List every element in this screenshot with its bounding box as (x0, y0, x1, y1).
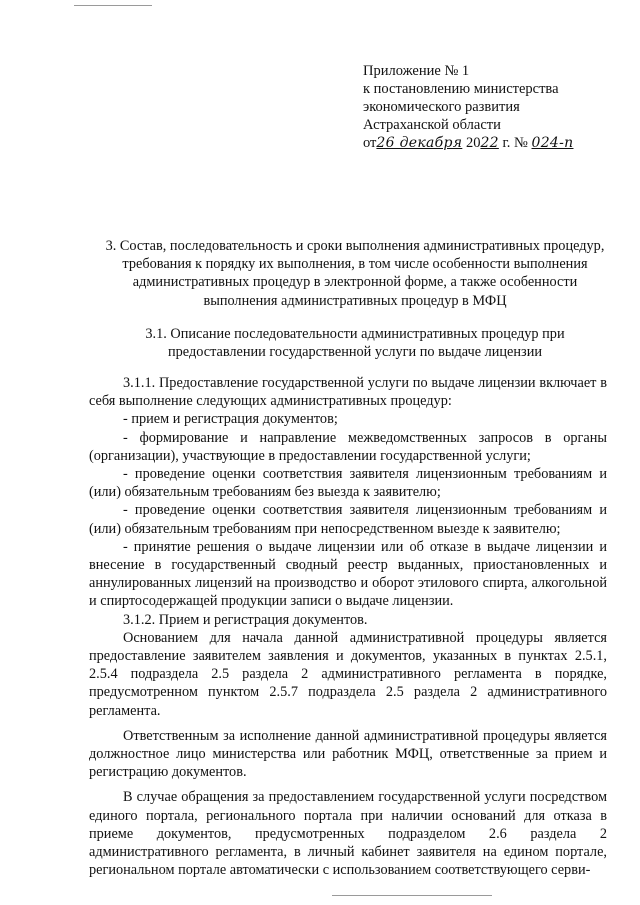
appendix-line-4: Астраханской области (363, 117, 501, 133)
list-item: - формирование и направление межведомственных запросов в органы (организации), участвующие в предоставлении государственной услуги; (89, 429, 607, 464)
list-item: - прием и регистрация документов; (123, 411, 338, 428)
list-item: - принятие решения о выдаче лицензии или об отказе в выдаче лицензии и внесение в государственный сводный реестр выданных, приостановленных и аннулированных лицензий на производство и оборот этилового спирта, алкогольной и спиртосодержащей продукции записи о выдаче лицензии. (89, 538, 607, 610)
scan-edge-top (74, 5, 152, 6)
subsection-title: 3.1. Описание последовательности административных процедур при предоставлении государственной услуги по выдаче лицензии (145, 326, 565, 361)
list-item: - проведение оценки соответствия заявителя лицензионным требованиям и (или) обязательным требованиям при непосредственном выезде к заявителю; (89, 502, 607, 537)
paragraph-3-1-2: 3.1.2. Прием и регистрация документов. (123, 611, 368, 628)
appendix-date-line (363, 134, 623, 152)
appendix-block (363, 62, 623, 152)
list-item: - проведение оценки соответствия заявителя лицензионным требованиям и (или) обязательным требованиям без выезда к заявителю; (89, 466, 607, 501)
document-body (89, 374, 607, 879)
date-year-prefix: 20 (465, 135, 481, 151)
scan-edge-bottom (332, 895, 492, 896)
date-year-handwritten: 22 (480, 135, 499, 151)
paragraph-3-1-1: 3.1.1. Предоставление государственной услуги по выдаче лицензии включает в себя выполнение следующих административных процедур: (89, 375, 607, 410)
paragraph-responsible: Ответственным за исполнение данной административной процедуры является должностное лицо министерства или работник МФЦ, ответственные за прием и регистрацию документов. (89, 727, 607, 781)
appendix-line-2: к постановлению министерства (363, 81, 559, 97)
document-number-handwritten: 024-п (531, 135, 574, 151)
section-title: 3. Состав, последовательность и сроки выполнения административных процедур, требования к порядку их выполнения, в том числе особенности выполнения административных процедур в электронной форме, а также особенности выполнения административных процедур в МФЦ (105, 238, 605, 309)
date-year-suffix: г. № (502, 135, 528, 151)
paragraph-basis: Основанием для начала данной административной процедуры является предоставление заявителем заявления и документов, указанных в пунктах 2.5.1, 2.5.4 подраздела 2.5 раздела 2 административного регламента в порядке, предусмотренном пунктом 2.5.7 подраздела 2.5 раздела 2 административного регламента. (89, 629, 607, 719)
appendix-title: Приложение № 1 (363, 63, 470, 79)
appendix-line-3: экономического развития (363, 99, 520, 115)
paragraph-portal: В случае обращения за предоставлением государственной услуги посредством единого портала, регионального портала при наличии оснований для отказа в приеме документов, предусмотренных подразделом 2.6 раздела 2 административного регламента, в личный кабинет заявителя на едином портале, региональном портале автоматически с использованием соответствующего серви- (89, 789, 607, 879)
date-handwritten: 26 декабря (376, 135, 463, 151)
date-prefix: от (363, 135, 377, 151)
